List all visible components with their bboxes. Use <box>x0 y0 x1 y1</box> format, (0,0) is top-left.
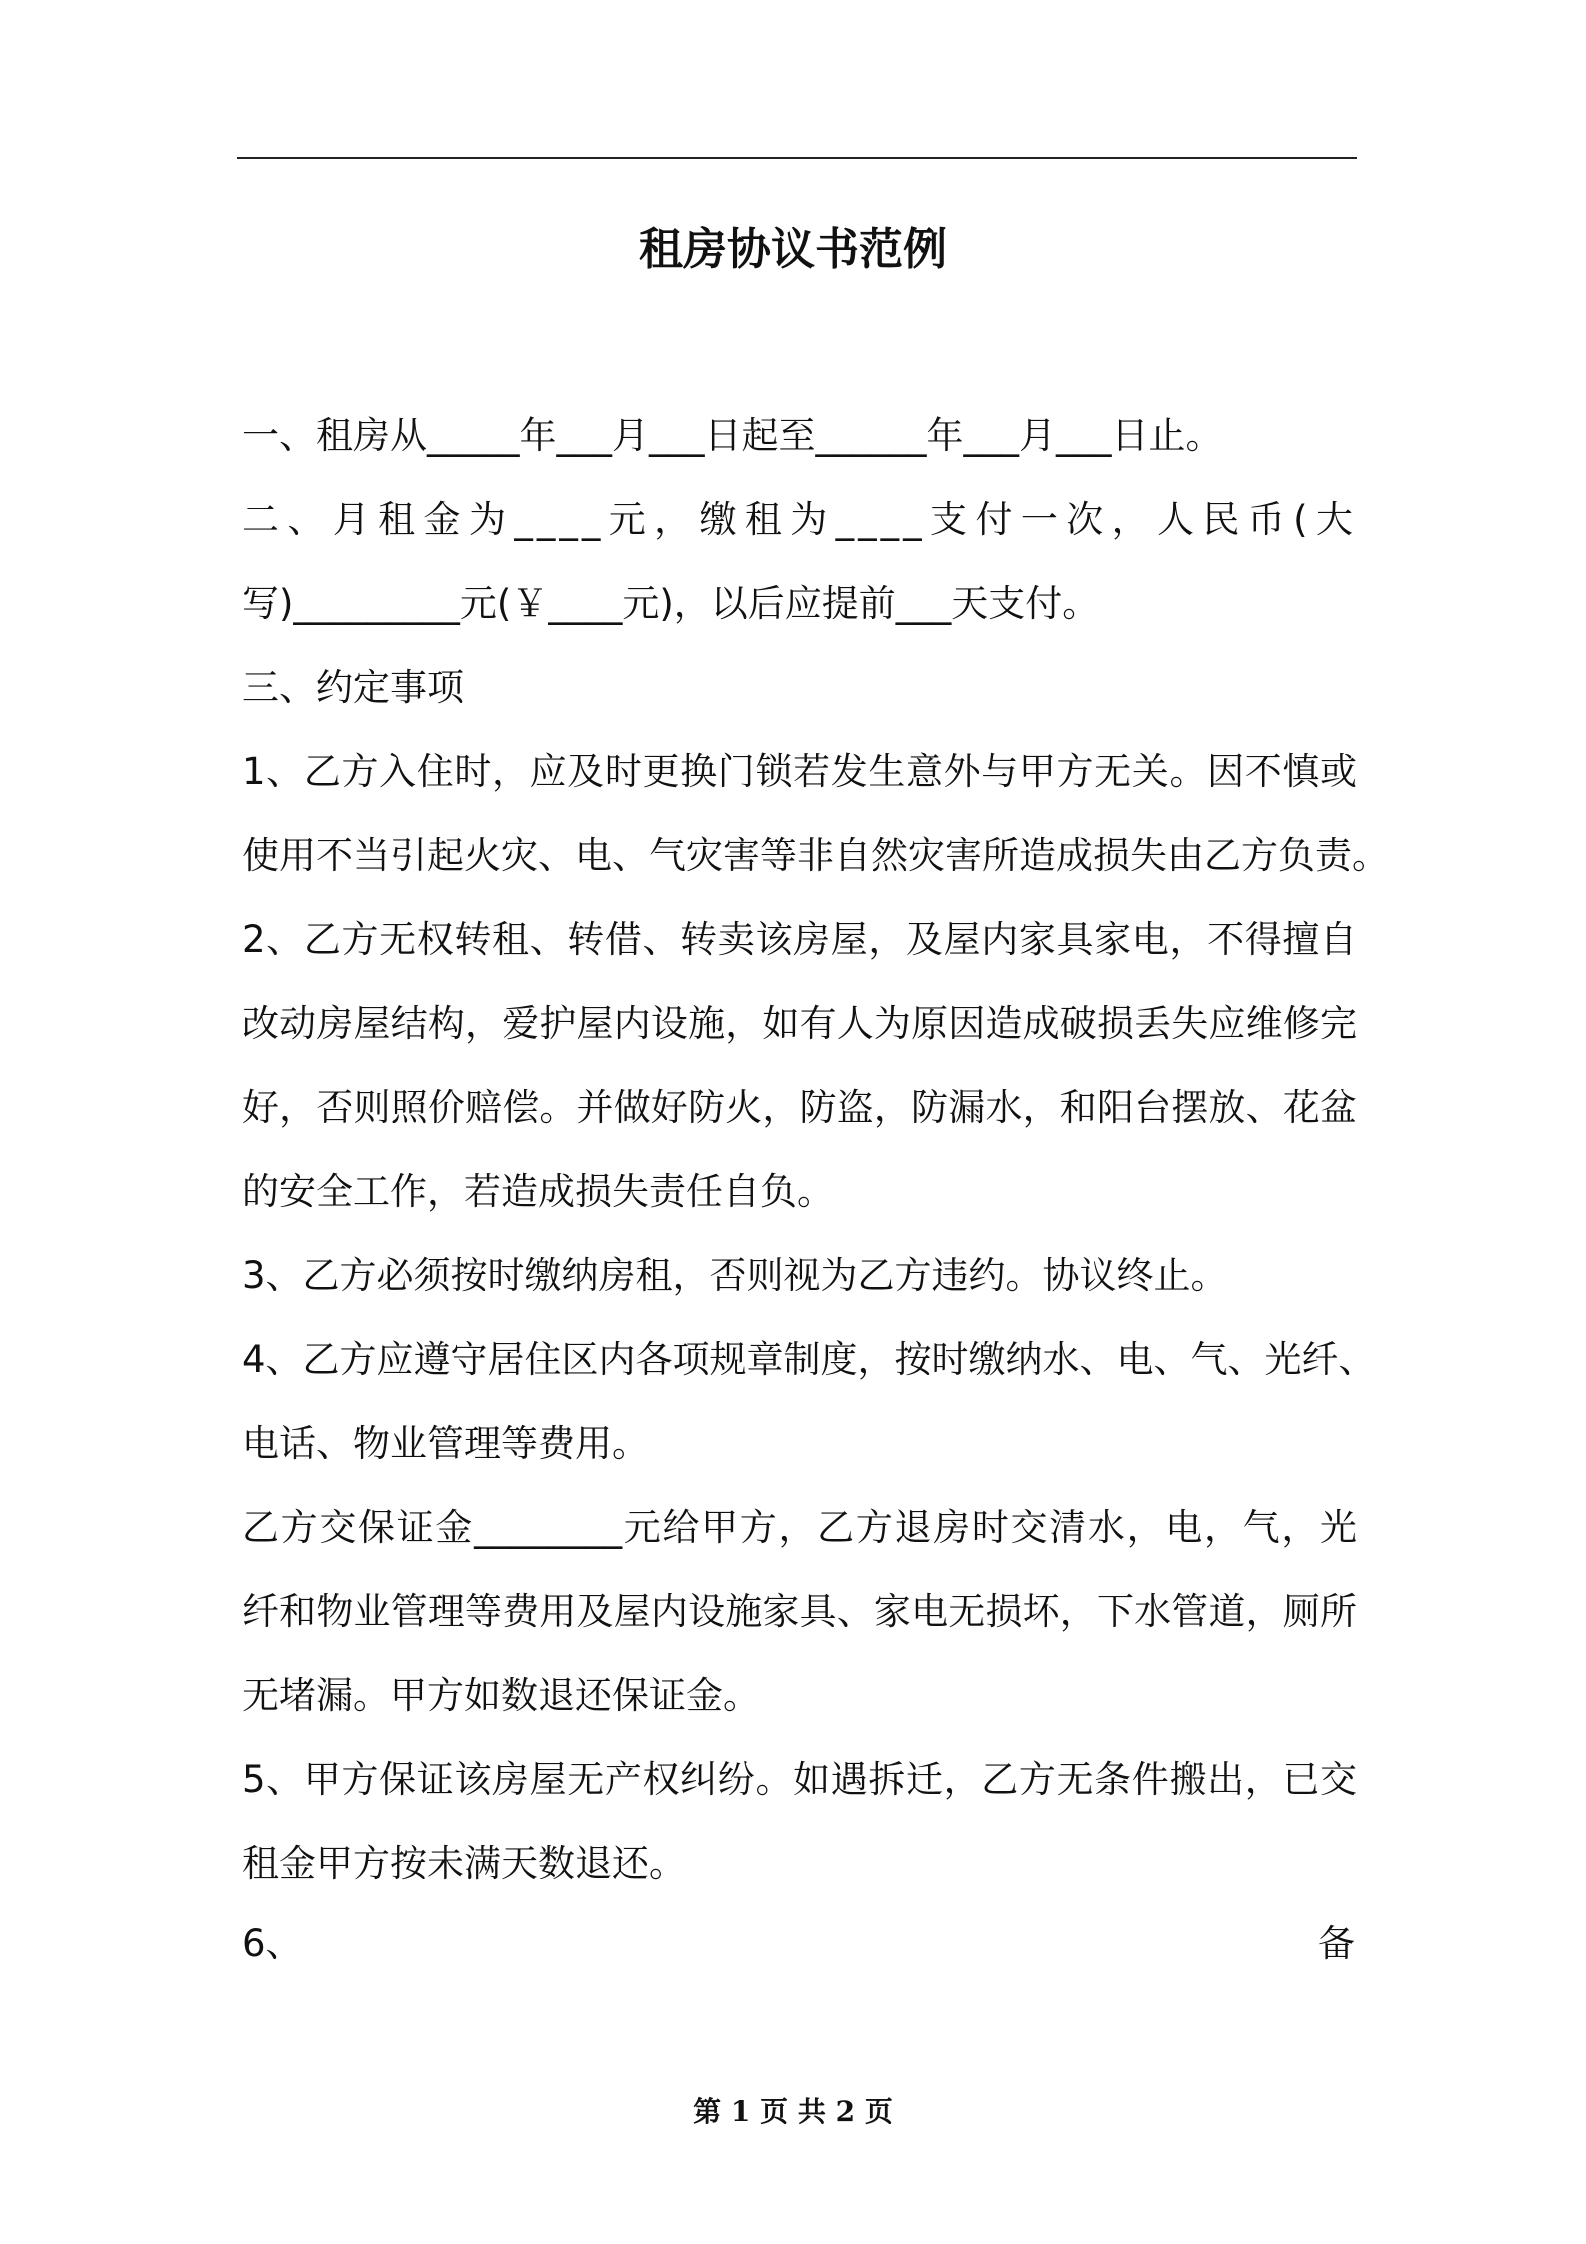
text-line-deposit-c: 无堵漏。甲方如数退还保证金。 <box>242 1674 760 1717</box>
clause-6-tail: 备 <box>1318 1922 1355 1965</box>
document-title: 租房协议书范例 <box>639 224 947 275</box>
header-rule <box>237 157 1357 159</box>
text-line-clause-2b: 改动房屋结构，爱护屋内设施，如有人为原因造成破损丢失应维修完 <box>242 1002 1357 1045</box>
text-line-rental-period: 一、租房从_____年___月___日起至______年___月___日止。 <box>242 414 1223 457</box>
text-line-monthly-rent: 二、月租金为____元，缴租为____支付一次，人民币(大 <box>242 498 1357 541</box>
clause-6-number: 6、 <box>242 1922 303 1965</box>
text-line-clause-3: 3、乙方必须按时缴纳房租，否则视为乙方违约。协议终止。 <box>242 1254 1228 1297</box>
text-line-clause-5a: 5、甲方保证该房屋无产权纠纷。如遇拆迁，乙方无条件搬出，已交 <box>242 1758 1357 1801</box>
text-line-clause-4a: 4、乙方应遵守居住区内各项规章制度，按时缴纳水、电、气、光纤、 <box>242 1338 1376 1381</box>
text-line-clause-2a: 2、乙方无权转租、转借、转卖该房屋，及屋内家具家电，不得擅自 <box>242 918 1357 961</box>
text-line-clause-5b: 租金甲方按未满天数退还。 <box>242 1842 686 1885</box>
text-line-clause-2c: 好，否则照价赔偿。并做好防火，防盗，防漏水，和阳台摆放、花盆 <box>242 1086 1357 1129</box>
text-line-clause-1b: 使用不当引起火灾、电、气灾害等非自然灾害所造成损失由乙方负责。 <box>242 834 1389 877</box>
text-line-agreed-items-heading: 三、约定事项 <box>242 666 464 709</box>
text-line-deposit-b: 纤和物业管理等费用及屋内设施家具、家电无损坏，下水管道，厕所 <box>242 1590 1357 1633</box>
text-line-rent-amount: 写)_________元(￥____元)，以后应提前___天支付。 <box>242 582 1100 625</box>
page-number: 第 1 页 共 2 页 <box>693 2095 893 2128</box>
text-line-clause-4b: 电话、物业管理等费用。 <box>242 1422 649 1465</box>
text-line-clause-2d: 的安全工作，若造成损失责任自负。 <box>242 1170 834 1213</box>
text-line-clause-1a: 1、乙方入住时，应及时更换门锁若发生意外与甲方无关。因不慎或 <box>242 750 1357 793</box>
text-line-deposit-a: 乙方交保证金________元给甲方，乙方退房时交清水，电，气，光 <box>242 1506 1357 1549</box>
